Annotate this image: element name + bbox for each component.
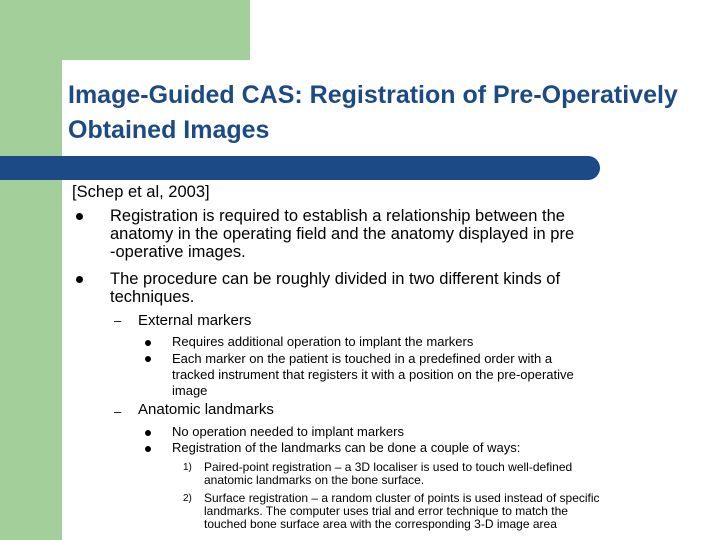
numbered-2-line-2: landmarks. The computer uses trial and error technique to match the [204, 504, 568, 518]
numbered-1-line-2: anatomic landmarks on the bone surface. [204, 473, 425, 487]
external-item-2-line-3: image [172, 383, 208, 398]
slide-title: Image-Guided CAS: Registration of Pre-Operatively Obtained Images [68, 81, 678, 144]
bullet-icon [145, 356, 151, 362]
external-markers-heading: External markers [138, 312, 252, 329]
bullet-icon [76, 276, 83, 283]
bullet-icon [145, 446, 151, 452]
external-item-2-line-2: tracked instrument that registers it with a position on the pre-operative [172, 367, 574, 382]
numbered-1-line-1: Paired-point registration – a 3D localiser is used to touch well-defined [204, 460, 573, 474]
bullet-1-line-2: anatomy in the operating field and the anatomy displayed in pre [110, 225, 575, 243]
dash-icon: – [114, 313, 122, 328]
anatomic-item-2: Registration of the landmarks can be done a couple of ways: [172, 440, 521, 455]
bullet-icon [145, 430, 151, 436]
bullet-2-line-1: The procedure can be roughly divided in two different kinds of [110, 270, 561, 288]
number-label-2: 2) [183, 493, 192, 504]
dash-icon: – [114, 404, 122, 419]
external-item-2-line-1: Each marker on the patient is touched in a predefined order with a [172, 351, 553, 366]
anatomic-item-1: No operation needed to implant markers [172, 424, 404, 439]
number-label-1: 1) [183, 462, 192, 473]
bullet-1-line-1: Registration is required to establish a relationship between the [110, 207, 565, 225]
citation: [Schep et al, 2003] [72, 183, 210, 201]
bullet-1-line-3: -operative images. [110, 243, 246, 261]
anatomic-landmarks-heading: Anatomic landmarks [138, 401, 274, 418]
bullet-icon [76, 213, 83, 220]
numbered-2-line-3: touched bone surface area with the corresponding 3-D image area [204, 517, 557, 531]
numbered-2-line-1: Surface registration – a random cluster of points is used instead of specific [204, 491, 600, 505]
external-item-1-line-1: Requires additional operation to implant the markers [172, 334, 474, 349]
bullet-2-line-2: techniques. [110, 288, 195, 306]
bullet-icon [145, 340, 151, 346]
